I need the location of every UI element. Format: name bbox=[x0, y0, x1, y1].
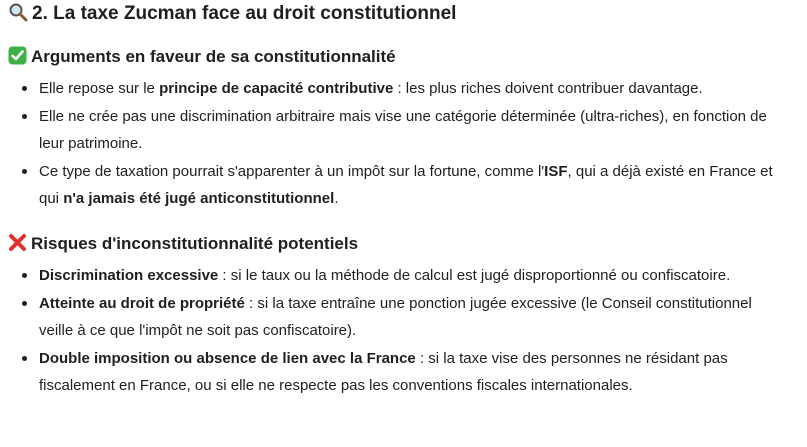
section-heading bbox=[8, 2, 456, 29]
item-text: . bbox=[334, 190, 339, 207]
risks-list bbox=[18, 262, 788, 399]
item-text: Ce type de taxation pourrait s'apparenter à un impôt sur la fortune, comme l' bbox=[39, 163, 545, 180]
item-text: : les plus riches doivent contribuer davantage. bbox=[393, 80, 703, 97]
risks-heading-text: Risques d'inconstitutionnalité potentiels bbox=[31, 234, 359, 253]
arguments-for-heading bbox=[8, 45, 396, 72]
list-item bbox=[18, 103, 788, 157]
item-text: , qui a déjà existé en France et qui bbox=[39, 163, 773, 207]
item-text: Elle repose sur le bbox=[39, 80, 160, 97]
item-text: : si la taxe entraîne une ponction jugée excessive (le Conseil constitutionnel veille à ce que l'impôt ne soit pas confiscatoire). bbox=[39, 295, 752, 339]
arguments-for-heading-text: Arguments en faveur de sa constitutionnalité bbox=[31, 47, 396, 66]
item-bold-text: n'a jamais été jugé anticonstitutionnel bbox=[63, 190, 335, 207]
item-bold-text: Discrimination excessive bbox=[39, 267, 219, 284]
cross-mark-icon bbox=[8, 233, 27, 259]
list-item bbox=[18, 262, 788, 289]
section-heading-text: 2. La taxe Zucman face au droit constitutionnel bbox=[32, 3, 457, 24]
item-bold-text: Atteinte au droit de propriété bbox=[39, 295, 245, 312]
magnifier-icon bbox=[8, 2, 28, 29]
arguments-for-list bbox=[18, 75, 788, 212]
check-mark-button-icon bbox=[8, 46, 27, 72]
list-item bbox=[18, 290, 788, 344]
item-bold-text: principe de capacité contributive bbox=[159, 80, 394, 97]
item-text: : si la taxe vise des personnes ne résidant pas fiscalement en France, ou si elle ne respecte pas les conventions fiscales internationales. bbox=[39, 350, 728, 394]
item-text: : si le taux ou la méthode de calcul est jugé disproportionné ou confiscatoire. bbox=[218, 267, 731, 284]
list-item bbox=[18, 345, 788, 399]
item-text: Elle ne crée pas une discrimination arbitraire mais vise une catégorie déterminée (ultra-riches), en fonction de leur patrimoine. bbox=[39, 108, 767, 152]
item-bold-text: ISF bbox=[544, 163, 568, 180]
list-item bbox=[18, 75, 788, 102]
item-bold-text: Double imposition ou absence de lien avec la France bbox=[39, 350, 416, 367]
list-item bbox=[18, 158, 788, 212]
risks-heading bbox=[8, 232, 358, 259]
